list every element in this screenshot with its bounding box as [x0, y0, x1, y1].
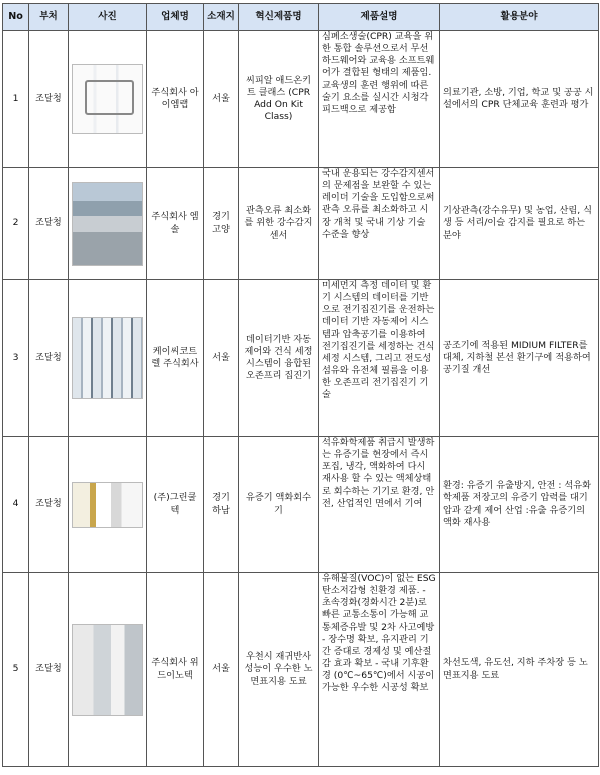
row-ministry: 조달청	[29, 280, 69, 437]
row-company: 케이씨코트렐 주식회사	[147, 280, 204, 437]
product-photo	[72, 624, 143, 716]
row-product: 유증기 액화회수기	[239, 437, 319, 573]
header-location: 소재지	[204, 4, 239, 31]
row-product: 씨피알 애드온키트 클래스 (CPR Add On Kit Class)	[239, 31, 319, 168]
row-photo-cell	[69, 31, 147, 168]
row-description: 심폐소생술(CPR) 교육을 위한 통합 솔루션으로서 무선 하드웨어와 교육용 소프트웨어가 결합된 형태의 제품임. 교육생의 훈련 행위에 따른 술기 요소를 실시간 시청각 피드백으로 제공함	[319, 31, 440, 168]
header-photo: 사진	[69, 4, 147, 31]
row-description: 미세먼지 측정 데이터 및 환기 시스템의 데이터를 기반으로 전기집진기를 운전하는 데이터 기반 자동제어 시스템과 압축공기를 이용하여 전기집진기를 세정하는 건식세정 시스템, 그리고 전도성 섬유와 유전체 필름을 이용한 오존프리 전기집진기 기술	[319, 280, 440, 437]
row-product: 관측오류 최소화를 위한 강수감지센서	[239, 168, 319, 280]
row-location: 서울	[204, 31, 239, 168]
row-no: 4	[3, 437, 29, 573]
header-company: 업체명	[147, 4, 204, 31]
row-location: 경기 하남	[204, 437, 239, 573]
row-no: 3	[3, 280, 29, 437]
row-ministry: 조달청	[29, 437, 69, 573]
row-company: 주식회사 엠솔	[147, 168, 204, 280]
row-photo-cell	[69, 280, 147, 437]
row-photo-cell	[69, 573, 147, 767]
row-company: 주식회사 위드이노텍	[147, 573, 204, 767]
table-row	[3, 573, 599, 767]
row-no: 5	[3, 573, 29, 767]
product-photo	[72, 317, 143, 399]
table-header-row	[3, 4, 599, 31]
row-description: 유해물질(VOC)이 없는 ESG 탄소저감형 친환경 제품. - 초속경화(경화시간 2분)로 빠른 교통소통이 가능해 교통체증유발 및 2차 사고예방 - 장수명 확보, 유지관리 기간 증대로 경제성 및 예산절감 효과 확보 - 국내 기후환경 (0℃~65℃)에서 시공이 가능한 우수한 시공성 확보	[319, 573, 440, 767]
row-ministry: 조달청	[29, 31, 69, 168]
row-company: (주)그린쿨텍	[147, 437, 204, 573]
table-row	[3, 31, 599, 168]
row-location: 서울	[204, 573, 239, 767]
table-row	[3, 280, 599, 437]
row-description: 석유화학제품 취급시 발생하는 유증기를 현장에서 즉시 포집, 냉각, 액화하여 다시 재사용 할 수 있는 액체상태로 회수하는 기기로 환경, 안전, 산업적인 면에서 기여	[319, 437, 440, 573]
row-usage: 공조기에 적용된 MIDIUM FILTER를 대체, 지하철 본선 환기구에 적용하여 공기질 개선	[440, 280, 599, 437]
row-usage: 차선도색, 유도선, 지하 주차장 등 노면표지용 도료	[440, 573, 599, 767]
row-photo-cell	[69, 168, 147, 280]
row-location: 서울	[204, 280, 239, 437]
row-location: 경기 고양	[204, 168, 239, 280]
row-usage: 환경: 유증기 유출방지, 안전 : 석유화학제품 저장고의 유증기 압력를 대기압과 같게 제어 산업 :유출 유증기의 액화 재사용	[440, 437, 599, 573]
row-product: 데이터기반 자동제어와 건식 세정시스템이 융합된 오존프리 집진기	[239, 280, 319, 437]
row-photo-cell	[69, 437, 147, 573]
header-no: No	[3, 4, 29, 31]
row-product: 우천시 재귀반사 성능이 우수한 노면표지용 도료	[239, 573, 319, 767]
row-ministry: 조달청	[29, 168, 69, 280]
row-usage: 기상관측(강수유무) 및 농업, 산림, 식생 등 서리/이슬 감지를 필요로 하는 분야	[440, 168, 599, 280]
row-usage: 의료기관, 소방, 기업, 학교 및 공공 시설에서의 CPR 단체교육 훈련과 평가	[440, 31, 599, 168]
product-photo	[72, 482, 143, 528]
row-company: 주식회사 아이엠랩	[147, 31, 204, 168]
row-no: 1	[3, 31, 29, 168]
table-row	[3, 168, 599, 280]
row-no: 2	[3, 168, 29, 280]
header-ministry: 부처	[29, 4, 69, 31]
table-row	[3, 437, 599, 573]
header-description: 제품설명	[319, 4, 440, 31]
innovation-products-table	[2, 3, 599, 767]
row-description: 국내 운용되는 강수감지센서의 문제점을 보완할 수 있는 레이더 기술을 도입함으로써 관측 오류를 최소화하고 시장 개척 및 국내 기상 기술 수준을 향상	[319, 168, 440, 280]
header-usage: 활용분야	[440, 4, 599, 31]
header-product: 혁신제품명	[239, 4, 319, 31]
row-ministry: 조달청	[29, 573, 69, 767]
product-photo	[72, 64, 143, 134]
product-photo	[72, 182, 143, 266]
